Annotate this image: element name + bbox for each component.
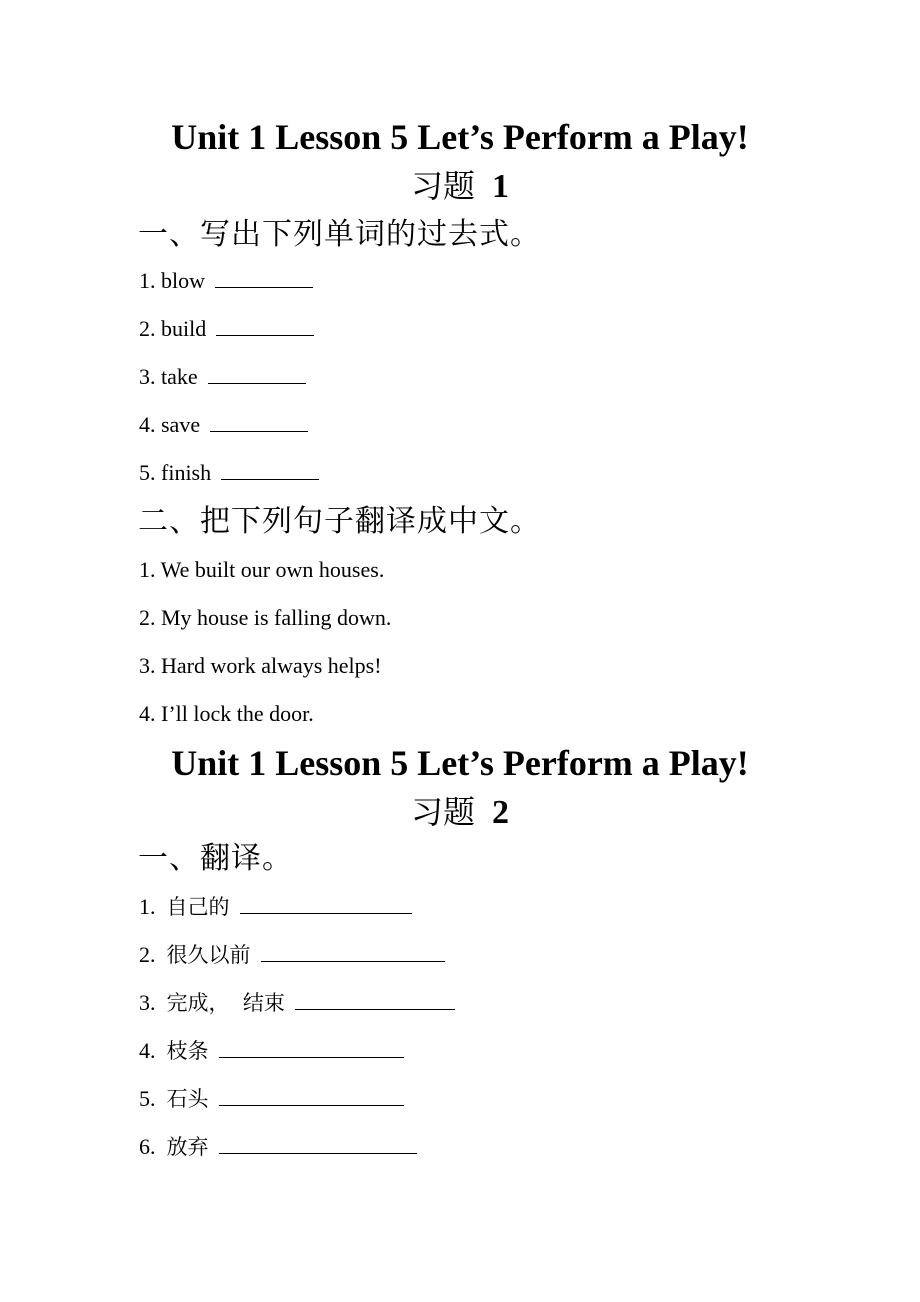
item-word: finish xyxy=(161,460,212,485)
worksheet-2-title: Unit 1 Lesson 5 Let’s Perform a Play! xyxy=(171,743,749,783)
item-word: blow xyxy=(161,268,205,293)
answer-blank[interactable] xyxy=(295,989,455,1010)
worksheet-1-subtitle xyxy=(0,164,920,209)
sentence-text: My house is falling down. xyxy=(161,605,392,630)
sentence-item: 1. We built our own houses. xyxy=(139,557,385,582)
answer-blank[interactable] xyxy=(240,893,412,914)
translate-item: 1. 自己的 xyxy=(139,893,412,921)
past-tense-item: 1. blow xyxy=(139,267,313,295)
translate-item: 2. 很久以前 xyxy=(139,941,445,969)
answer-blank[interactable] xyxy=(210,411,308,432)
exercise-label: 习题 xyxy=(410,793,475,831)
translate-item: 5. 石头 xyxy=(139,1085,404,1113)
section-heading-translate-sentences: 二、把下列句子翻译成中文。 xyxy=(138,504,541,539)
sentence-item: 4. I’ll lock the door. xyxy=(139,701,314,726)
section-heading-past-tense: 一、写出下列单词的过去式。 xyxy=(138,217,541,252)
exercise-label: 习题 xyxy=(410,167,475,205)
translate-item: 3. 完成， 结束 xyxy=(139,989,455,1017)
item-word: 自己的 xyxy=(166,895,230,919)
translate-item: 6. 放弃 xyxy=(139,1133,417,1161)
past-tense-item: 3. take xyxy=(139,363,306,391)
sentence-text: I’ll lock the door. xyxy=(161,701,314,726)
worksheet-2-subtitle xyxy=(0,790,920,835)
answer-blank[interactable] xyxy=(215,267,313,288)
answer-blank[interactable] xyxy=(221,459,319,480)
item-word: 放弃 xyxy=(166,1135,209,1159)
sentence-text: Hard work always helps! xyxy=(161,653,382,678)
answer-blank[interactable] xyxy=(208,363,306,384)
section-heading-translate: 一、翻译。 xyxy=(138,841,293,876)
item-word: build xyxy=(161,316,207,341)
answer-blank[interactable] xyxy=(219,1133,417,1154)
translate-item: 4. 枝条 xyxy=(139,1037,404,1065)
answer-blank[interactable] xyxy=(261,941,445,962)
answer-blank[interactable] xyxy=(216,315,314,336)
answer-blank[interactable] xyxy=(219,1037,404,1058)
sentence-text: We built our own houses. xyxy=(160,557,385,582)
item-word: 石头 xyxy=(166,1087,209,1111)
exercise-number: 2 xyxy=(492,794,509,831)
item-word: save xyxy=(161,412,201,437)
sentence-item: 2. My house is falling down. xyxy=(139,605,392,630)
exercise-number: 1 xyxy=(492,168,509,205)
item-word: 很久以前 xyxy=(166,943,251,967)
past-tense-item: 4. save xyxy=(139,411,308,439)
past-tense-item: 5. finish xyxy=(139,459,319,487)
item-word: take xyxy=(161,364,198,389)
past-tense-item: 2. build xyxy=(139,315,314,343)
worksheet-1-title: Unit 1 Lesson 5 Let’s Perform a Play! xyxy=(171,117,749,157)
answer-blank[interactable] xyxy=(219,1085,404,1106)
sentence-item: 3. Hard work always helps! xyxy=(139,653,382,678)
item-word: 枝条 xyxy=(166,1039,209,1063)
item-word: 完成， 结束 xyxy=(166,991,285,1015)
